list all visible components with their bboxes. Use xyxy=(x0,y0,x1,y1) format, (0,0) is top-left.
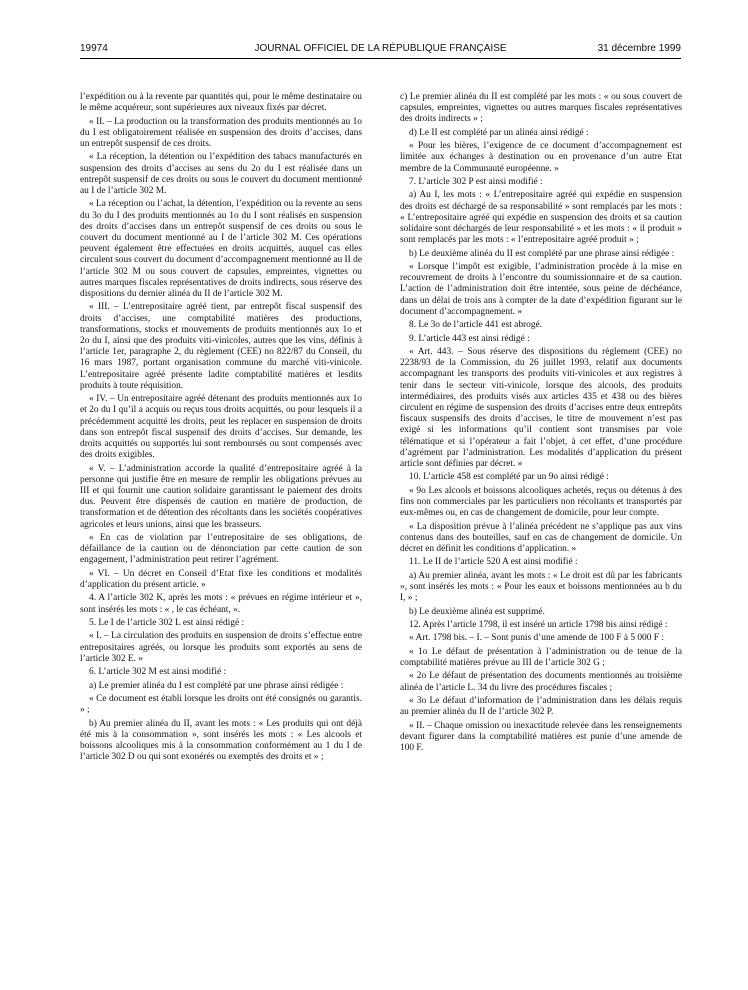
paragraph: « La réception, la détention ou l’expédition des tabacs manufacturés en suspension des droits d’accises au sens du 2o du I est réalisée dans un entrepôt suspensif de ces droits ou sous le couvert du document mentionné au I de l’article 302 M. xyxy=(80,152,362,196)
paragraph: c) Le premier alinéa du II est complété par les mots : « ou sous couvert de capsules, empreintes, vignettes ou autres marques fiscales représentatives des droits indirects » ; xyxy=(400,92,682,125)
left-column xyxy=(80,92,362,766)
paragraph: « Art. 443. – Sous réserve des dispositions du règlement (CEE) no 2238/93 de la Commission, du 26 juillet 1993, relatif aux documents accompagnant les transports des produits viti-vinicoles et aux registres à tenir dans le secteur viti-vinicole, lorsque des alcools, des produits intermédiaires, des produits visés aux articles 435 et 438 ou des bières circulent en régime de suspension des droits d’accises entre deux entrepôts fiscaux suspensifs des droits d’accises, le titre de mouvement n’est pas exigé si les informations qu’il contient sont transmises par voie télématique et si l’opérateur a fait l’objet, à cet effet, d’une procédure d’agrément par l’administration. Les modalités d’application du présent article sont définies par décret. » xyxy=(400,346,682,469)
publication-date: 31 décembre 1999 xyxy=(597,43,681,54)
paragraph: « 2o Le défaut de présentation des documents mentionnés au troisième alinéa de l’article L. 34 du livre des procédures fiscales ; xyxy=(400,671,682,693)
paragraph: a) Au premier alinéa, avant les mots : « Le droit est dû par les fabricants », sont insérés les mots : « Pour les eaux et boissons mentionnées au b du I, » ; xyxy=(400,570,682,604)
paragraph: « Art. 1798 bis. – I. – Sont punis d’une amende de 100 F à 5 000 F : xyxy=(409,633,664,644)
paragraph: 11. Le II de l’article 520 A est ainsi modifié : xyxy=(409,557,578,568)
paragraph: 9. L’article 443 est ainsi rédigé : xyxy=(409,333,530,344)
paragraph: « Lorsque l’impôt est exigible, l’administration procède à la mise en recouvrement de droits à l’encontre du soumissionnaire et de sa caution. L’action de l’administration doit être intentée, sous peine de déchéance, dans un délai de trois ans à compter de la date d’expédition figurant sur le document d’accompagnement. » xyxy=(400,261,682,317)
right-column xyxy=(400,92,682,756)
paragraph: 4. A l’article 302 K, après les mots : « prévues en régime intérieur et », sont insérés les mots : « , le cas échéant, ». xyxy=(80,593,362,615)
paragraph: 10. L’article 458 est complété par un 9o ainsi rédigé : xyxy=(409,472,609,483)
paragraph: 8. Le 3o de l’article 441 est abrogé. xyxy=(409,320,543,331)
paragraph: « Ce document est établi lorsque les droits ont été consignés ou garantis. » ; xyxy=(80,693,362,716)
paragraph: « 9o Les alcools et boissons alcooliques achetés, reçus ou détenus à des fins non commerciales par les particuliers non récoltants et transportés par eux-mêmes ou, en cas de changement de domicile, pour leur compte. xyxy=(400,485,682,519)
paragraph: 7. L’article 302 P est ainsi modifié : xyxy=(409,176,543,187)
paragraph: b) Le deuxième alinéa est supprimé. xyxy=(409,606,545,617)
paragraph: l’expédition ou à la revente par quantités qui, pour le même destinataire ou le même acquéreur, sont supérieures aux niveaux fixés par décret. xyxy=(80,92,362,114)
paragraph: « La disposition prévue à l’alinéa précédent ne s’applique pas aux vins contenus dans des bouteilles, sauf en cas de changement de domicile. Un décret en définit les conditions d’application. » xyxy=(400,521,682,554)
paragraph: b) Au premier alinéa du II, avant les mots : « Les produits qui ont déjà été mis à la consommation », sont insérés les mots : « Les alcools et boissons alcooliques mis à la consommation conformément au 1 du I de l’article 302 D ou qui sont exonérés ou exemptés des droits et » ; xyxy=(80,718,362,763)
paragraph: « En cas de violation par l’entrepositaire de ses obligations, de défaillance de la caution ou de dénonciation par cette caution de son engagement, l’administration peut retirer l’agrément. xyxy=(80,533,362,566)
paragraph: « IV. – Un entrepositaire agréé détenant des produits mentionnés aux 1o et 2o du I qu’il a acquis ou reçus tous droits acquittés, ou pour lesquels il a précédemment acquitté les droits, peut les replacer en suspension de droits dans son entrepôt fiscal suspensif des droits d’accises. Sur demande, les droits acquittés ou supportés lui sont remboursés ou sont compensés avec des droits exigibles. xyxy=(80,394,362,461)
paragraph: b) Le deuxième alinéa du II est complété par une phrase ainsi rédigée : xyxy=(409,248,675,259)
paragraph: « II. – Chaque omission ou inexactitude relevée dans les renseignements devant figurer dans la comptabilité matières est punie d’une amende de 100 F. xyxy=(400,720,682,753)
page-header xyxy=(80,43,681,57)
paragraph: 5. Le I de l’article 302 L est ainsi rédigé : xyxy=(89,618,245,629)
paragraph: « 3o Le défaut d’information de l’administration dans les délais requis au premier alinéa du II de l’article 302 P. xyxy=(400,695,682,718)
paragraph: « Pour les bières, l’exigence de ce document d’accompagnement est limitée aux échanges à destination ou en provenance d’un autre Etat membre de la Communauté européenne. » xyxy=(400,141,682,174)
paragraph: 12. Après l’article 1798, il est inséré un article 1798 bis ainsi rédigé : xyxy=(409,619,668,630)
paragraph: « VI. – Un décret en Conseil d’Etat fixe les conditions et modalités d’application du présent article. » xyxy=(80,568,362,591)
header-rule xyxy=(80,58,681,59)
paragraph: d) Le II est complété par un alinéa ainsi rédigé : xyxy=(409,127,589,138)
paragraph: « II. – La production ou la transformation des produits mentionnés au 1o du I est obligatoirement réalisée en suspension des droits d’accises, dans un entrepôt suspensif de ces droits. xyxy=(80,116,362,149)
paragraph: 6. L’article 302 M est ainsi modifié : xyxy=(89,667,227,678)
journal-title: JOURNAL OFFICIEL DE LA RÉPUBLIQUE FRANÇAISE xyxy=(254,43,507,54)
paragraph: « III. – L’entrepositaire agréé tient, par entrepôt fiscal suspensif des droits d’accises, une comptabilité matières des productions, transformations, stocks et mouvements de produits mentionnés aux 1o et 2o du I, ainsi que des produits viti-vinicoles, autres que les vins, définis à l’article 1er, paragraphe 2, du règlement (CEE) no 822/87 du Conseil, du 16 mars 1987, portant organisation commune du marché viti-vinicole. L’entrepositaire agréé présente ladite comptabilité matières et lesdits produits à toute réquisition. xyxy=(80,302,362,391)
paragraph: « I. – La circulation des produits en suspension de droits s’effectue entre entrepositaires agréés, ou lorsque les produits sont exportés au sens de l’article 302 E. » xyxy=(80,631,362,664)
paragraph: « 1o Le défaut de présentation à l’administration ou de tenue de la comptabilité matières prévue au III de l’article 302 G ; xyxy=(400,646,682,668)
paragraph: a) Au I, les mots : « L’entrepositaire agréé qui expédie en suspension des droits est déchargé de sa responsabilité » sont remplacés par les mots : « L’entrepositaire agréé qui expédie en suspension des droits et sa caution solidaire sont déchargés de leur responsabilité » et les mots : « il produit » sont remplacés par les mots : « l’entrepositaire agréé produit » ; xyxy=(400,190,682,246)
paragraph: a) Le premier alinéa du I est complété par une phrase ainsi rédigée : xyxy=(89,680,344,691)
paragraph: « V. – L’administration accorde la qualité d’entrepositaire agréé à la personne qui justifie être en mesure de remplir les obligations prévues au III et qui fournit une caution solidaire garantissant le paiement des droits dus. Peuvent être dispensés de caution en matière de production, de transformation et de détention des récoltants dans les sociétés coopératives agricoles et leurs unions, ainsi que les brasseurs. xyxy=(80,463,362,530)
page-number: 19974 xyxy=(80,43,108,54)
paragraph: « La réception ou l’achat, la détention, l’expédition ou la revente au sens du 3o du I des produits mentionnés au 1o du I sont réalisés en suspension des droits d’accises dans un entrepôt suspensif de ces droits ou sous le couvert du document mentionné au I de l’article 302 M. Ces opérations peuvent également être effectuées en droits acquittés, auquel cas elles circulent sous couvert du document d’accompagnement mentionné au II de l’article 302 M ou sous couvert de capsules, empreintes, vignettes ou autres marques fiscales représentatives de droits indirects, sous réserve des dispositions du dernier alinéa du II de l’article 302 M. xyxy=(80,199,362,300)
